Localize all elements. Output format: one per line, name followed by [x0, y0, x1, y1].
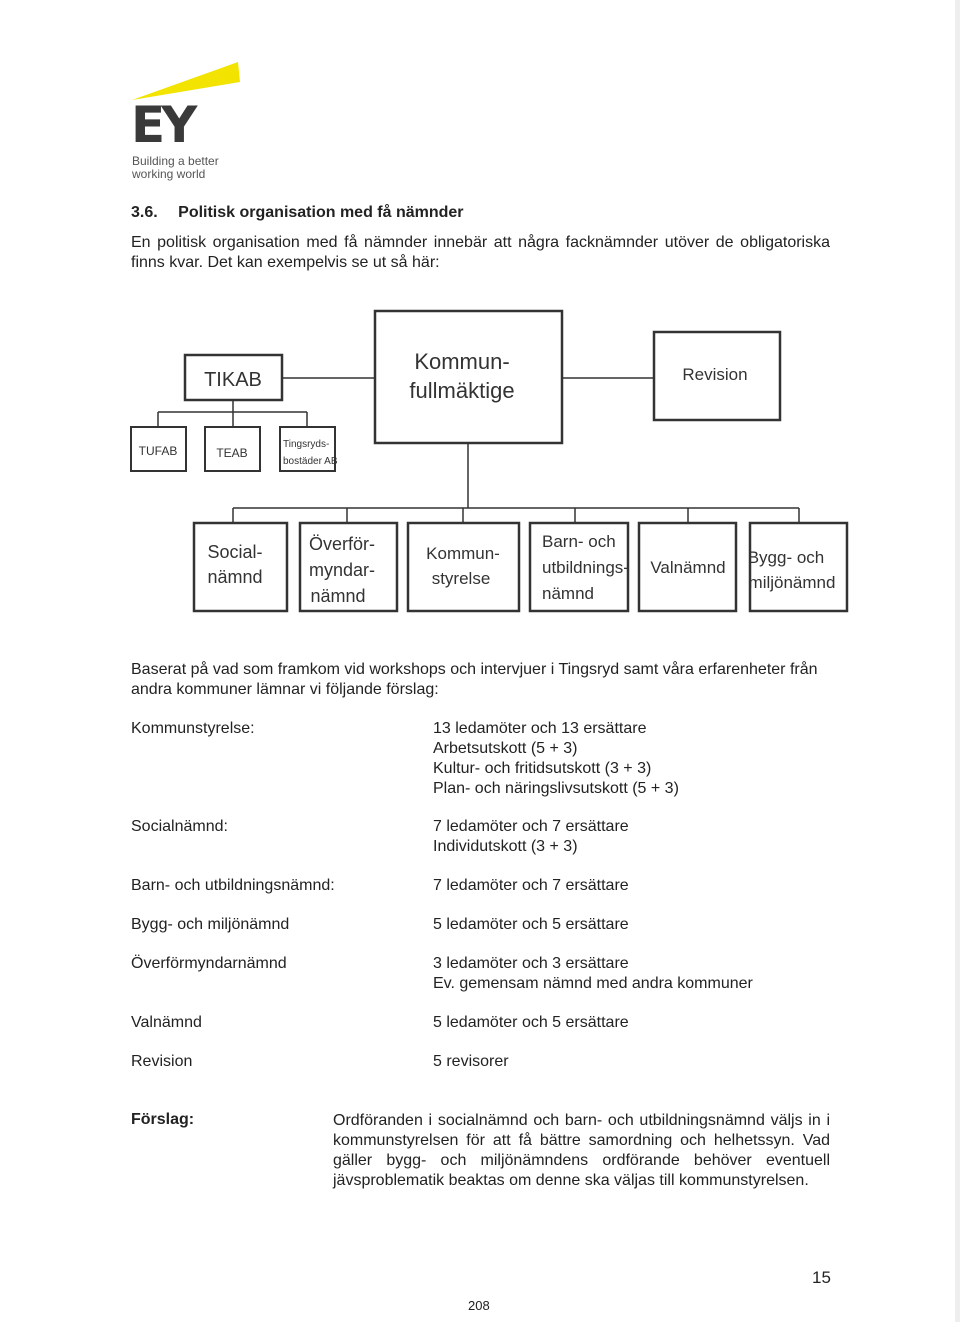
proposal-label: Revision	[131, 1053, 193, 1070]
tingsryds-label-line1: Tingsryds-	[283, 439, 330, 450]
logo-tagline: Building a better working world	[132, 154, 219, 181]
proposal-values: 5 revisorer	[433, 1053, 509, 1070]
barn-line2: utbildnings-	[542, 558, 629, 577]
proposal-label: Valnämnd	[131, 1014, 202, 1031]
tufab-label: TUFAB	[138, 444, 178, 458]
kommunstyrelse-line2: styrelse	[431, 569, 491, 588]
ey-logo: EY	[131, 96, 194, 154]
forslag-label: Förslag:	[131, 1111, 195, 1128]
proposal-values: 5 ledamöter och 5 ersättare	[433, 916, 629, 933]
proposal-label: Barn- och utbildningsnämnd:	[131, 877, 335, 894]
tingsryds-label-line2: bostäder AB	[283, 456, 338, 467]
proposal-label: Kommunstyrelse:	[131, 720, 255, 737]
proposal-values: 7 ledamöter och 7 ersättare Individutskott (3 + 3)	[433, 818, 629, 855]
overformyndar-line1: Överför-	[308, 534, 376, 554]
revision-label: Revision	[682, 365, 748, 384]
basis-paragraph: Baserat på vad som framkom vid workshops och intervjuer i Tingsryd samt våra erfarenheter från andra kommuner lämnar vi följande förslag:	[131, 661, 818, 698]
teab-label: TEAB	[216, 446, 248, 460]
barn-line1: Barn- och	[542, 532, 616, 551]
proposal-label: Överförmyndarnämnd	[131, 955, 287, 972]
kommunfullmaktige-line1: Kommun-	[414, 349, 510, 374]
overformyndar-line3: nämnd	[310, 586, 366, 606]
section-title: Politisk organisation med få nämnder	[178, 204, 464, 221]
bygg-miljonamnd-box	[747, 523, 847, 611]
bygg-line1: Bygg- och	[747, 548, 825, 567]
section-number: 3.6.	[131, 204, 158, 221]
proposal-values: 3 ledamöter och 3 ersättare Ev. gemensam nämnd med andra kommuner	[433, 955, 753, 992]
forslag-text: Ordföranden i socialnämnd och barn- och utbildningsnämnd väljs in i kommunstyrelsen för att få bättre samordning och helhetssyn. Vad gäller bygg- och miljönämndens ordförande behöver eventuell jävsproblematik beaktas om denne ska väljas till kommunstyrelsen.	[333, 1112, 830, 1189]
page-number: 15	[812, 1268, 831, 1287]
socialnamnd-line1: Social-	[207, 542, 263, 562]
bygg-line2: miljönämnd	[748, 573, 836, 592]
proposal-label: Socialnämnd:	[131, 818, 228, 835]
socialnamnd-line2: nämnd	[207, 567, 263, 587]
proposal-values: 5 ledamöter och 5 ersättare	[433, 1014, 629, 1031]
proposal-label: Bygg- och miljönämnd	[131, 916, 290, 933]
intro-paragraph: En politisk organisation med få nämnder innebär att några facknämnder utöver de obligatoriska finns kvar. Det kan exempelvis se ut så här:	[131, 234, 830, 271]
proposal-values: 7 ledamöter och 7 ersättare	[433, 877, 629, 894]
org-chart	[0, 0, 960, 640]
tikab-label: TIKAB	[204, 369, 262, 391]
kommunstyrelse-box	[408, 523, 519, 611]
proposal-values: 13 ledamöter och 13 ersättare Arbetsutskott (5 + 3) Kultur- och fritidsutskott (3 + 3) Plan- och näringslivsutskott (5 + 3)	[433, 720, 679, 797]
kommunfullmaktige-box	[375, 311, 562, 443]
kommunfullmaktige-line2: fullmäktige	[409, 378, 515, 403]
kommunstyrelse-line1: Kommun-	[426, 544, 500, 563]
valnamnd-label: Valnämnd	[650, 558, 726, 577]
overformyndar-line2: myndar-	[308, 560, 376, 580]
barn-line3: nämnd	[542, 584, 594, 603]
footer-number: 208	[468, 1298, 490, 1313]
